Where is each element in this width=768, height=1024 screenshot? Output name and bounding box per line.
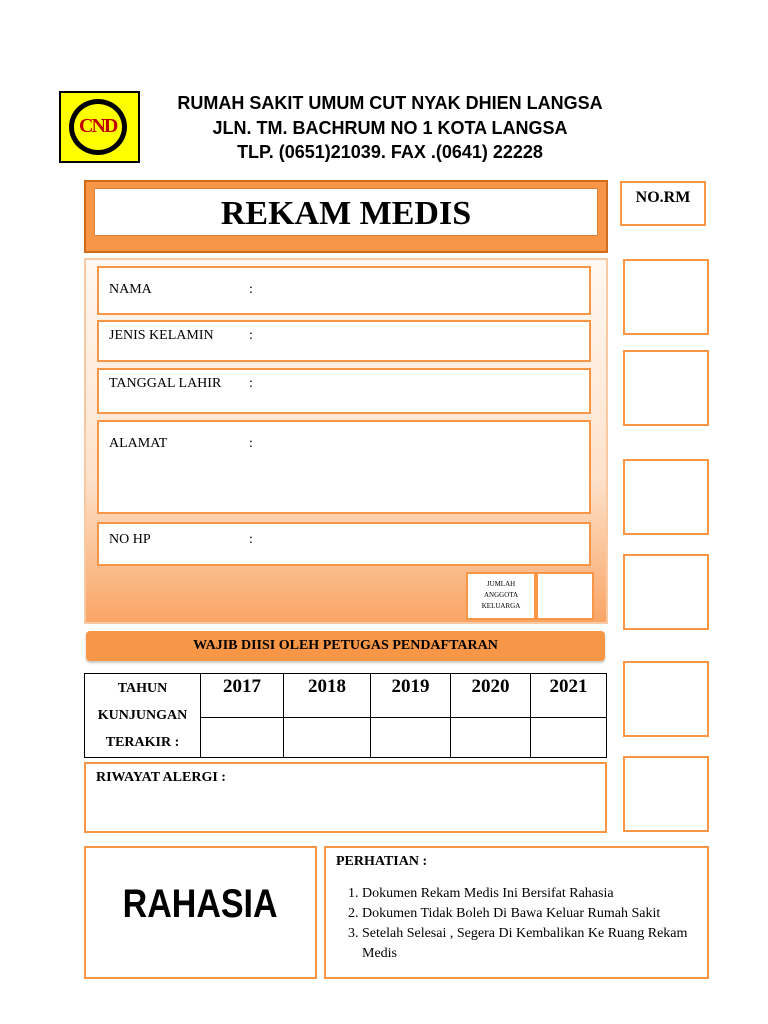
year-2020: 2020 [451, 674, 531, 718]
confidential-label: RAHASIA [123, 882, 278, 926]
hospital-phone: TLP. (0651)21039. FAX .(0641) 22228 [237, 142, 543, 162]
field-separator: : [249, 532, 253, 547]
confidential-box [84, 846, 317, 979]
side-box[interactable] [623, 350, 709, 426]
field-separator: : [249, 328, 253, 343]
jumlah-anggota-label [466, 572, 536, 620]
visit-cell-2019[interactable] [371, 718, 451, 758]
title-frame [84, 180, 608, 253]
field-no-hp[interactable] [97, 522, 591, 566]
visit-year-table [84, 673, 607, 758]
hospital-logo [59, 91, 140, 163]
hospital-name: RUMAH SAKIT UMUM CUT NYAK DHIEN LANGSA [177, 93, 603, 113]
notice-title: PERHATIAN : [336, 854, 428, 869]
field-label: NAMA [109, 282, 152, 297]
field-label: ALAMAT [109, 436, 168, 451]
visit-cell-2018[interactable] [284, 718, 371, 758]
visit-cell-2020[interactable] [451, 718, 531, 758]
visit-cell-2021[interactable] [531, 718, 607, 758]
patient-data-panel [84, 258, 608, 624]
side-box[interactable] [623, 259, 709, 335]
field-alamat[interactable] [97, 420, 591, 514]
side-box[interactable] [623, 554, 709, 630]
visit-year-header [85, 674, 201, 758]
header-line: TAHUN [117, 681, 168, 696]
field-label: JENIS KELAMIN [109, 328, 214, 343]
year-2018: 2018 [284, 674, 371, 718]
logo-letters: CND [79, 115, 117, 137]
document-title: REKAM MEDIS [94, 188, 598, 236]
visit-cell-2017[interactable] [201, 718, 284, 758]
keluarga-line: KELUARGA [481, 602, 521, 610]
no-rm-box[interactable] [620, 181, 706, 226]
notice-list [336, 884, 707, 964]
year-2019: 2019 [371, 674, 451, 718]
side-box[interactable] [623, 459, 709, 535]
field-label: NO HP [109, 532, 151, 547]
anggota-line: ANGGOTA [483, 591, 519, 599]
allergy-history-field[interactable] [84, 762, 607, 833]
field-label: TANGGAL LAHIR [109, 376, 222, 391]
jumlah-anggota-input[interactable] [536, 572, 594, 620]
field-jenis-kelamin[interactable] [97, 320, 591, 362]
field-separator: : [249, 436, 253, 451]
field-separator: : [249, 282, 253, 297]
no-rm-label: NO.RM [635, 189, 691, 206]
registration-banner: WAJIB DIISI OLEH PETUGAS PENDAFTARAN [86, 631, 605, 661]
header-line: TERAKIR : [105, 735, 180, 750]
year-2017: 2017 [201, 674, 284, 718]
jumlah-line: JUMLAH [486, 580, 516, 588]
notice-item: 2. Dokumen Tidak Boleh Di Bawa Keluar Rumah Sakit [362, 904, 707, 924]
notice-box [324, 846, 709, 979]
side-box[interactable] [623, 756, 709, 832]
header-line: KUNJUNGAN [97, 708, 188, 723]
allergy-label: RIWAYAT ALERGI : [96, 770, 226, 785]
hospital-address: JLN. TM. BACHRUM NO 1 KOTA LANGSA [212, 118, 568, 138]
year-2021: 2021 [531, 674, 607, 718]
notice-item: 1. Dokumen Rekam Medis Ini Bersifat Rahasia [362, 884, 707, 904]
notice-item: 3. Setelah Selesai , Segera Di Kembalikan Ke Ruang Rekam Medis [362, 924, 707, 964]
field-separator: : [249, 376, 253, 391]
field-nama[interactable] [97, 266, 591, 315]
side-box[interactable] [623, 661, 709, 737]
field-tanggal-lahir[interactable] [97, 368, 591, 414]
